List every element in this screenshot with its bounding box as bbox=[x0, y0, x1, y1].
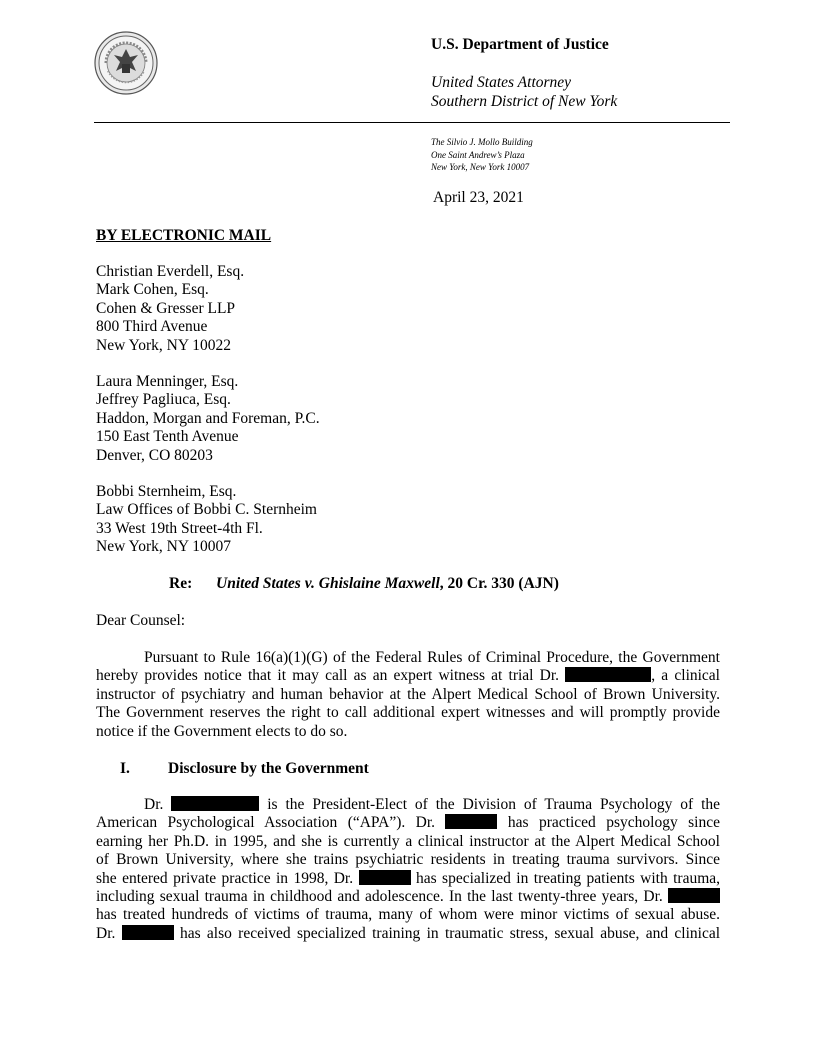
redaction-block bbox=[445, 814, 497, 829]
delivery-method: BY ELECTRONIC MAIL bbox=[96, 227, 272, 244]
recipient-line: Jeffrey Pagliuca, Esq. bbox=[96, 391, 231, 409]
recipient-line: New York, NY 10007 bbox=[96, 538, 232, 556]
intro-line-5: notice if the Government elects to do so. bbox=[96, 722, 348, 740]
address-line-1: The Silvio J. Mollo Building bbox=[431, 137, 533, 147]
disclosure-line-8-text-a: Dr. bbox=[96, 924, 116, 942]
disclosure-line-1 bbox=[96, 796, 720, 814]
recipient-line: Bobbi Sternheim, Esq. bbox=[96, 483, 237, 500]
section-number: I. bbox=[120, 760, 130, 777]
intro-line-1: Pursuant to Rule 16(a)(1)(G) of the Federal Rules of Criminal Procedure, the Government bbox=[144, 649, 720, 666]
disclosure-line-8-text-b: has also received specialized training in traumatic stress, sexual abuse, and clinical bbox=[179, 924, 721, 942]
address-line-3: New York, New York 10007 bbox=[431, 162, 530, 172]
office-address bbox=[431, 136, 533, 174]
disclosure-line-5-text-a: she entered private practice in 1998, Dr. bbox=[96, 869, 354, 887]
recipient-line: Cohen & Gresser LLP bbox=[96, 299, 236, 317]
re-line bbox=[169, 575, 559, 593]
recipient-line: Law Offices of Bobbi C. Sternheim bbox=[96, 501, 317, 519]
recipient-line: Laura Menninger, Esq. bbox=[96, 373, 239, 390]
disclosure-line-2-text-b: has practiced psychology since bbox=[507, 814, 720, 832]
disclosure-line-1-text-b: is the President-Elect of the Division of Trauma Psychology of the bbox=[267, 796, 721, 813]
disclosure-paragraph bbox=[96, 796, 720, 943]
recipient-line: Mark Cohen, Esq. bbox=[96, 281, 209, 299]
doj-seal-icon bbox=[94, 31, 158, 95]
recipient-line: Haddon, Morgan and Foreman, P.C. bbox=[96, 409, 320, 427]
redaction-block bbox=[122, 925, 174, 940]
disclosure-line-3: earning her Ph.D. in 1995, and she is currently a clinical instructor at the Alpert Medical School bbox=[96, 832, 720, 850]
intro-line-2-text-b: , a clinical bbox=[651, 667, 720, 685]
disclosure-line-1-text-a: Dr. bbox=[144, 796, 164, 813]
disclosure-line-8 bbox=[96, 925, 720, 943]
section-title: Disclosure by the Government bbox=[168, 760, 369, 777]
disclosure-line-4: of Brown University, where she trains psychiatric residents in treating trauma survivors. Since bbox=[96, 851, 720, 869]
disclosure-line-5 bbox=[96, 870, 720, 888]
letter-date: April 23, 2021 bbox=[433, 189, 524, 206]
recipient-block-1 bbox=[96, 263, 244, 355]
salutation: Dear Counsel: bbox=[96, 612, 186, 629]
letterhead-divider bbox=[94, 122, 730, 123]
recipient-line: Christian Everdell, Esq. bbox=[96, 263, 245, 280]
case-number: , 20 Cr. 330 (AJN) bbox=[439, 575, 559, 592]
case-caption: United States v. Ghislaine Maxwell bbox=[216, 575, 440, 592]
office-line-1: United States Attorney bbox=[431, 74, 572, 91]
redaction-block bbox=[171, 796, 259, 811]
intro-line-2 bbox=[96, 667, 720, 685]
disclosure-line-2 bbox=[96, 814, 720, 832]
recipient-line: Denver, CO 80203 bbox=[96, 446, 213, 464]
redaction-block bbox=[668, 888, 720, 903]
recipient-line: 33 West 19th Street-4th Fl. bbox=[96, 519, 263, 537]
redaction-block bbox=[565, 667, 651, 682]
section-heading bbox=[120, 760, 369, 778]
intro-line-3: instructor of psychiatry and human behavior at the Alpert Medical School of Brown University. bbox=[96, 685, 720, 703]
office-line-2: Southern District of New York bbox=[431, 93, 618, 110]
disclosure-line-5-text-b: has specialized in treating patients with trauma, bbox=[415, 869, 721, 887]
department-name: U.S. Department of Justice bbox=[431, 36, 609, 53]
re-label: Re: bbox=[169, 575, 193, 592]
disclosure-line-6 bbox=[96, 888, 720, 906]
recipient-line: New York, NY 10022 bbox=[96, 336, 232, 354]
intro-line-2-text-a: hereby provides notice that it may call as an expert witness at trial Dr. bbox=[96, 667, 560, 685]
address-line-2: One Saint Andrew’s Plaza bbox=[431, 149, 525, 160]
recipient-block-3 bbox=[96, 483, 317, 557]
intro-paragraph bbox=[96, 649, 720, 741]
recipient-block-2 bbox=[96, 373, 320, 465]
disclosure-line-2-text-a: American Psychological Association (“APA”). Dr. bbox=[96, 814, 436, 832]
recipient-line: 800 Third Avenue bbox=[96, 318, 208, 336]
redaction-block bbox=[359, 870, 411, 885]
disclosure-line-7: has treated hundreds of victims of trauma, many of whom were minor victims of sexual abuse. bbox=[96, 906, 720, 924]
intro-line-4: The Government reserves the right to call additional expert witnesses and will promptly provide bbox=[96, 704, 720, 722]
disclosure-line-6-text: including sexual trauma in childhood and adolescence. In the last twenty-three years, Dr. bbox=[96, 887, 663, 905]
recipient-line: 150 East Tenth Avenue bbox=[96, 428, 239, 446]
office-name bbox=[431, 73, 617, 111]
